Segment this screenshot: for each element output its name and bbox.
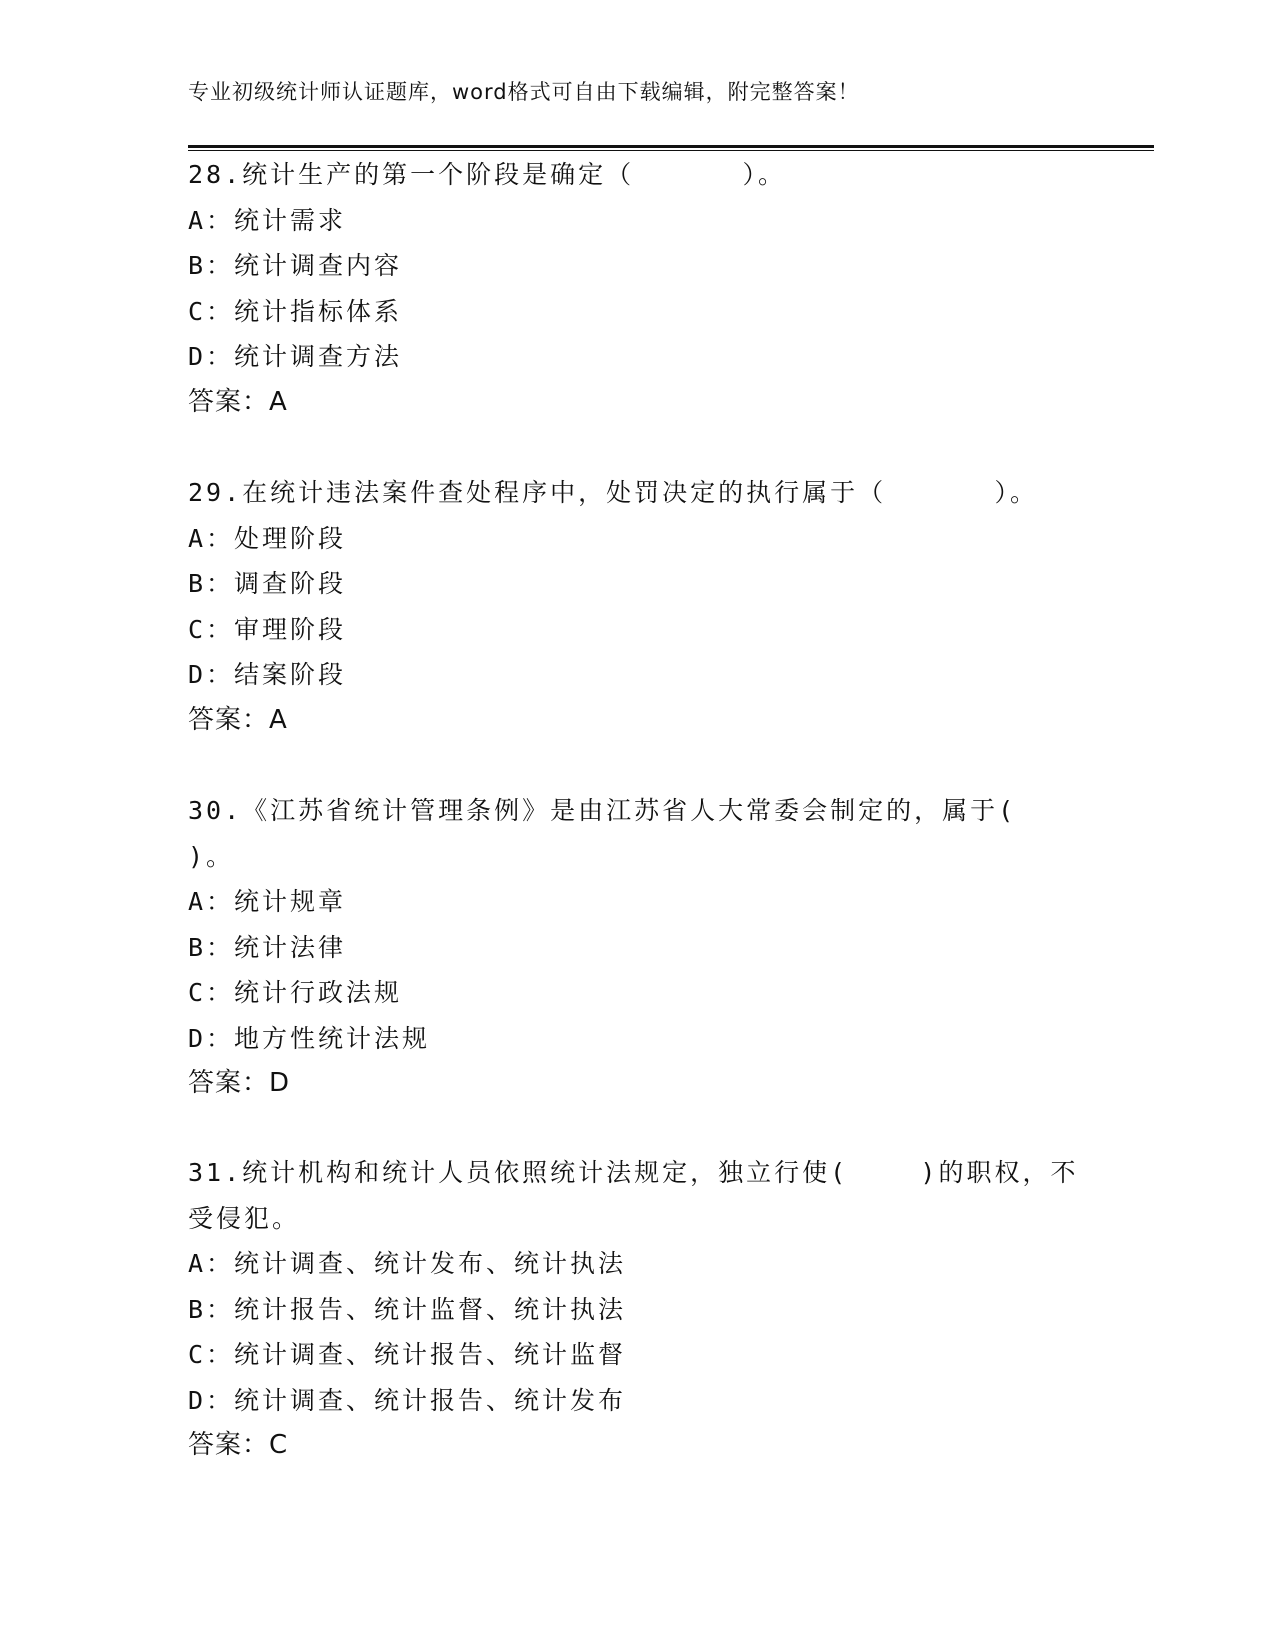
option-c: C：统计指标体系 xyxy=(188,296,403,326)
option-d: D：统计调查方法 xyxy=(188,342,403,371)
question-stem-line-2: 受侵犯。 xyxy=(188,1203,301,1233)
option-c: C：统计行政法规 xyxy=(188,978,403,1007)
option-a: A：处理阶段 xyxy=(188,523,347,553)
question-stem-line-1: 30.《江苏省统计管理条例》是由江苏省人大常委会制定的，属于( xyxy=(188,796,1017,825)
question-stem: 29.在统计违法案件查处程序中，处罚决定的执行属于（ ）。 xyxy=(188,478,1038,507)
option-b: B：统计报告、统计监督、统计执法 xyxy=(188,1294,627,1324)
option-a: A：统计需求 xyxy=(188,205,347,235)
option-a: A：统计调查、统计发布、统计执法 xyxy=(188,1249,627,1278)
option-b: B：调查阶段 xyxy=(188,569,347,598)
option-b: B：统计调查内容 xyxy=(188,251,403,280)
answer: 答案：D xyxy=(188,1068,291,1098)
question-29 xyxy=(188,470,1088,743)
option-a: A：统计规章 xyxy=(188,887,347,916)
question-28 xyxy=(188,152,1088,425)
option-c: C：审理阶段 xyxy=(188,614,347,644)
answer: 答案：A xyxy=(188,386,288,417)
option-b: B：统计法律 xyxy=(188,932,347,962)
question-31 xyxy=(188,1150,1088,1469)
answer: 答案：C xyxy=(188,1430,289,1460)
question-30 xyxy=(188,788,1088,1107)
header-divider xyxy=(188,145,1154,151)
option-c: C：统计调查、统计报告、统计监督 xyxy=(188,1340,627,1369)
page-header: 专业初级统计师认证题库，word格式可自由下载编辑，附完整答案！ xyxy=(188,80,860,104)
answer: 答案：A xyxy=(188,704,288,735)
option-d: D：统计调查、统计报告、统计发布 xyxy=(188,1385,627,1415)
question-stem-line-1: 31.统计机构和统计人员依照统计法规定，独立行使( )的职权，不 xyxy=(188,1158,1079,1187)
question-stem-line-2: )。 xyxy=(188,841,235,871)
question-stem: 28.统计生产的第一个阶段是确定（ ）。 xyxy=(188,160,786,189)
option-d: D：地方性统计法规 xyxy=(188,1023,431,1053)
option-d: D：结案阶段 xyxy=(188,660,347,689)
